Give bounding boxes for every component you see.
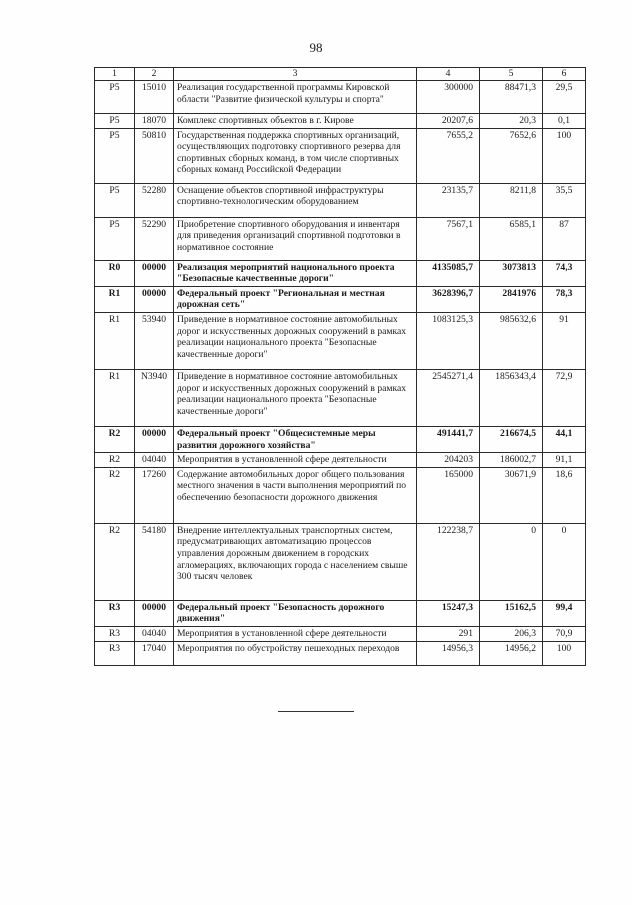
planned-amount-cell: 204203 <box>417 453 480 468</box>
executed-amount-cell: 8211,8 <box>480 183 543 217</box>
planned-amount-cell: 7655,2 <box>417 128 480 183</box>
section-code-cell: P5 <box>95 81 135 114</box>
header-cell: 5 <box>480 68 543 81</box>
executed-amount-cell: 186002,7 <box>480 453 543 468</box>
executed-amount-cell: 2841976 <box>480 286 543 312</box>
target-code-cell: 00000 <box>135 260 174 286</box>
planned-amount-cell: 291 <box>417 626 480 641</box>
table-row <box>95 626 586 641</box>
target-code-cell: 15010 <box>135 81 174 114</box>
budget-table <box>94 67 586 666</box>
target-code-cell: 54180 <box>135 523 174 600</box>
executed-amount-cell: 14956,2 <box>480 641 543 665</box>
planned-amount-cell: 14956,3 <box>417 641 480 665</box>
planned-amount-cell: 3628396,7 <box>417 286 480 312</box>
executed-amount-cell: 206,3 <box>480 626 543 641</box>
target-code-cell: 18070 <box>135 114 174 129</box>
description-cell: Комплекс спортивных объектов в г. Кирове <box>174 114 417 129</box>
description-cell: Мероприятия по обустройству пешеходных переходов <box>174 641 417 665</box>
execution-percent-cell: 72,9 <box>543 369 586 426</box>
description-cell: Реализация мероприятий национального проекта "Безопасные качественные дороги" <box>174 260 417 286</box>
execution-percent-cell: 0,1 <box>543 114 586 129</box>
execution-percent-cell: 99,4 <box>543 600 586 626</box>
section-code-cell: R3 <box>95 641 135 665</box>
table-row <box>95 114 586 129</box>
description-cell: Внедрение интеллектуальных транспортных систем, предусматривающих автоматизацию процессов управления дорожным движением в городских агломерациях, включающих города с населением свыше 300 тысяч человек <box>174 523 417 600</box>
section-code-cell: P5 <box>95 183 135 217</box>
execution-percent-cell: 29,5 <box>543 81 586 114</box>
target-code-cell: 17260 <box>135 467 174 523</box>
section-code-cell: R1 <box>95 369 135 426</box>
execution-percent-cell: 100 <box>543 128 586 183</box>
executed-amount-cell: 7652,6 <box>480 128 543 183</box>
section-code-cell: R3 <box>95 626 135 641</box>
executed-amount-cell: 3073813 <box>480 260 543 286</box>
table-row <box>95 523 586 600</box>
table-row <box>95 453 586 468</box>
executed-amount-cell: 1856343,4 <box>480 369 543 426</box>
execution-percent-cell: 44,1 <box>543 426 586 452</box>
execution-percent-cell: 35,5 <box>543 183 586 217</box>
execution-percent-cell: 87 <box>543 217 586 260</box>
section-code-cell: P5 <box>95 114 135 129</box>
target-code-cell: 04040 <box>135 453 174 468</box>
planned-amount-cell: 300000 <box>417 81 480 114</box>
execution-percent-cell: 100 <box>543 641 586 665</box>
target-code-cell: 00000 <box>135 426 174 452</box>
table-row <box>95 183 586 217</box>
description-cell: Содержание автомобильных дорог общего пользования местного значения в части выполнения мероприятий по обеспечению безопасности дорожного движения <box>174 467 417 523</box>
header-cell: 3 <box>174 68 417 81</box>
target-code-cell: 52280 <box>135 183 174 217</box>
description-cell: Реализация государственной программы Кировской области "Развитие физической культуры и спорта" <box>174 81 417 114</box>
planned-amount-cell: 165000 <box>417 467 480 523</box>
description-cell: Приобретение спортивного оборудования и инвентаря для приведения организаций спортивной подготовки в нормативное состояние <box>174 217 417 260</box>
execution-percent-cell: 91 <box>543 312 586 369</box>
executed-amount-cell: 985632,6 <box>480 312 543 369</box>
table-row <box>95 467 586 523</box>
section-code-cell: R1 <box>95 312 135 369</box>
section-code-cell: R2 <box>95 467 135 523</box>
section-code-cell: R2 <box>95 523 135 600</box>
execution-percent-cell: 18,6 <box>543 467 586 523</box>
target-code-cell: 52290 <box>135 217 174 260</box>
table-header-row <box>95 68 586 81</box>
planned-amount-cell: 20207,6 <box>417 114 480 129</box>
table-row <box>95 600 586 626</box>
section-code-cell: R0 <box>95 260 135 286</box>
section-code-cell: R2 <box>95 426 135 452</box>
planned-amount-cell: 23135,7 <box>417 183 480 217</box>
header-cell: 2 <box>135 68 174 81</box>
description-cell: Мероприятия в установленной сфере деятельности <box>174 626 417 641</box>
executed-amount-cell: 0 <box>480 523 543 600</box>
target-code-cell: 00000 <box>135 600 174 626</box>
table-row <box>95 128 586 183</box>
description-cell: Государственная поддержка спортивных организаций, осуществляющих подготовку спортивного резерва для спортивных сборных команд, в том числе спортивных сборных команд Российской Федерации <box>174 128 417 183</box>
description-cell: Приведение в нормативное состояние автомобильных дорог и искусственных дорожных сооружений в рамках реализации национального проекта "Безопасные качественные дороги" <box>174 369 417 426</box>
execution-percent-cell: 78,3 <box>543 286 586 312</box>
execution-percent-cell: 74,3 <box>543 260 586 286</box>
target-code-cell: 50810 <box>135 128 174 183</box>
header-cell: 6 <box>543 68 586 81</box>
description-cell: Федеральный проект "Региональная и местная дорожная сеть" <box>174 286 417 312</box>
description-cell: Оснащение объектов спортивной инфраструктуры спортивно-технологическим оборудованием <box>174 183 417 217</box>
target-code-cell: N3940 <box>135 369 174 426</box>
section-code-cell: R3 <box>95 600 135 626</box>
planned-amount-cell: 4135085,7 <box>417 260 480 286</box>
executed-amount-cell: 15162,5 <box>480 600 543 626</box>
table-row <box>95 81 586 114</box>
executed-amount-cell: 20,3 <box>480 114 543 129</box>
footer-divider <box>278 711 354 712</box>
target-code-cell: 17040 <box>135 641 174 665</box>
executed-amount-cell: 30671,9 <box>480 467 543 523</box>
section-code-cell: P5 <box>95 217 135 260</box>
executed-amount-cell: 88471,3 <box>480 81 543 114</box>
table-row <box>95 641 586 665</box>
section-code-cell: R2 <box>95 453 135 468</box>
header-cell: 1 <box>95 68 135 81</box>
planned-amount-cell: 7567,1 <box>417 217 480 260</box>
description-cell: Федеральный проект "Общесистемные меры развития дорожного хозяйства" <box>174 426 417 452</box>
execution-percent-cell: 70,9 <box>543 626 586 641</box>
planned-amount-cell: 122238,7 <box>417 523 480 600</box>
header-cell: 4 <box>417 68 480 81</box>
target-code-cell: 04040 <box>135 626 174 641</box>
table-row <box>95 260 586 286</box>
execution-percent-cell: 0 <box>543 523 586 600</box>
table-row <box>95 286 586 312</box>
executed-amount-cell: 216674,5 <box>480 426 543 452</box>
page-number: 98 <box>309 40 323 55</box>
planned-amount-cell: 1083125,3 <box>417 312 480 369</box>
execution-percent-cell: 91,1 <box>543 453 586 468</box>
section-code-cell: R1 <box>95 286 135 312</box>
table-row <box>95 217 586 260</box>
table-row <box>95 426 586 452</box>
table-row <box>95 312 586 369</box>
planned-amount-cell: 15247,3 <box>417 600 480 626</box>
table-row <box>95 369 586 426</box>
section-code-cell: P5 <box>95 128 135 183</box>
description-cell: Приведение в нормативное состояние автомобильных дорог и искусственных дорожных сооружений в рамках реализации национального проекта "Безопасные качественные дороги" <box>174 312 417 369</box>
description-cell: Мероприятия в установленной сфере деятельности <box>174 453 417 468</box>
executed-amount-cell: 6585,1 <box>480 217 543 260</box>
target-code-cell: 00000 <box>135 286 174 312</box>
planned-amount-cell: 491441,7 <box>417 426 480 452</box>
planned-amount-cell: 2545271,4 <box>417 369 480 426</box>
target-code-cell: 53940 <box>135 312 174 369</box>
description-cell: Федеральный проект "Безопасность дорожного движения" <box>174 600 417 626</box>
